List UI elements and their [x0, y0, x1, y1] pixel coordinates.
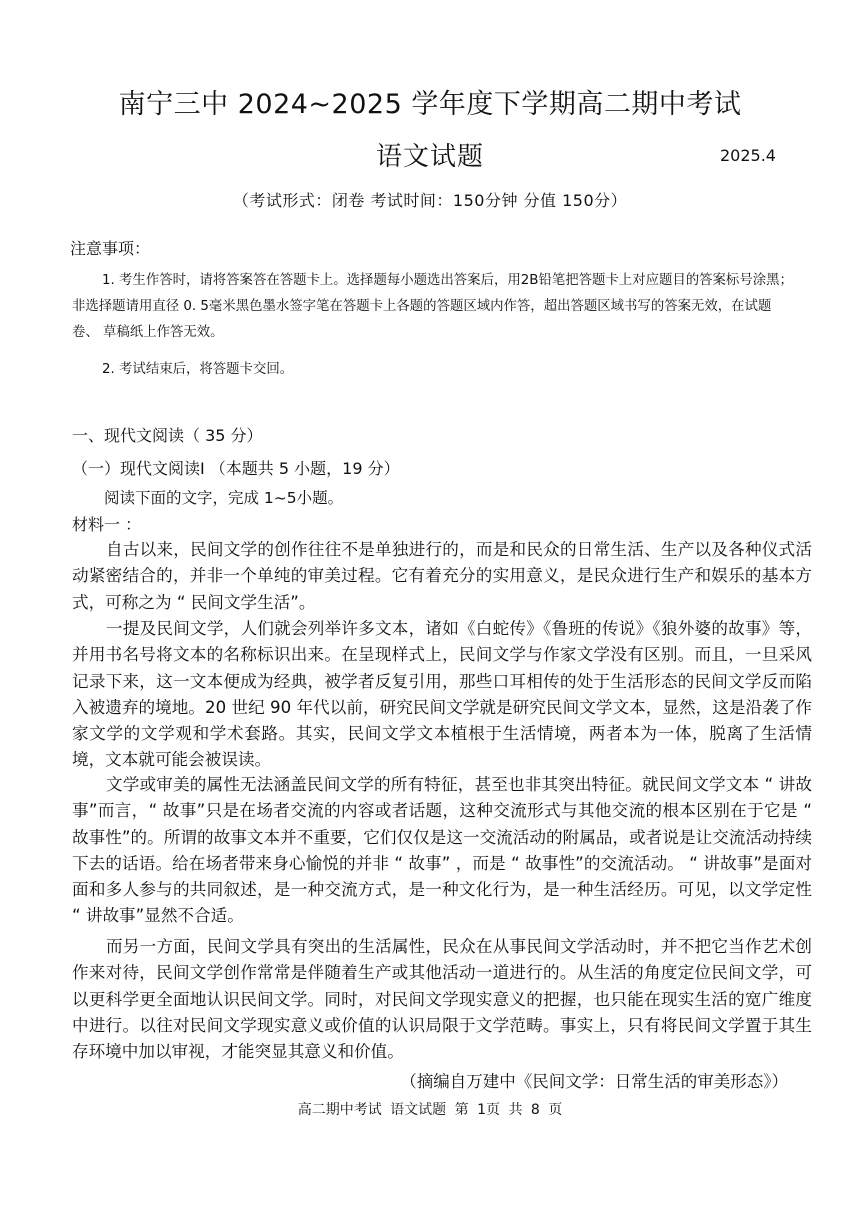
material-label: 材料一 ：	[72, 515, 142, 534]
notice-heading: 注意事项：	[70, 239, 151, 258]
passage-paragraph-1: 自古以来，民间文学的创作往往不是单独进行的，而是和民众的日常生活、生产以及各种仪式活动紧密结合的，并非一个单纯的审美过程。它有着充分的实用意义，是民众进行生产和娱乐的基本方式，可称之为 “ 民间文学生活”。	[72, 540, 812, 612]
passage-paragraph-3: 文学或审美的属性无法涵盖民间文学的所有特征，甚至也非其突出特征。就民间文学文本 “ 讲故事”而言，“ 故事”只是在场者交流的内容或者话题，这种交流形式与其他交流的根本区别在于它是 “ 故事性”的。所谓的故事文本并不重要，它们仅仅是这一交流活动的附属品，或者说是让交流活动持续下去的话语。给在场者带来身心愉悦的并非 “ 故事” ，而是 “ 故事性”的交流活动。 “ 讲故事”是面对面和多人参与的共同叙述，是一种交流方式，是一种文化行为，是一种生活经历。可见，以文学定性 “ 讲故事”显然不合适。	[72, 775, 812, 926]
notice-item-1: 1. 考生作答时，请将答案答在答题卡上。选择题每小题选出答案后，用2B铅笔把答题卡上对应题目的答案标号涂黑；非选择题请用直径 0. 5毫米黑色墨水签字笔在答题卡上各题的答题区域内作答，超出答题区域书写的答案无效，在试题卷、 草稿纸上作答无效。	[72, 273, 793, 340]
section-heading: 一、现代文阅读（ 35 分）	[72, 426, 263, 445]
page-footer: 高二期中考试 语文试题 第 1页 共 8 页	[297, 1102, 563, 1118]
passage-paragraph-4: 而另一方面，民间文学具有突出的生活属性，民众在从事民间文学活动时，并不把它当作艺术创作来对待，民间文学创作常常是伴随着生产或其他活动一道进行的。从生活的角度定位民间文学，可以更科学更全面地认识民间文学。同时，对民间文学现实意义的把握，也只能在现实生活的宽广维度中进行。以往对民间文学现实意义或价值的认识局限于文学范畴。事实上，只有将民间文学置于其生存环境中加以审视，才能突显其意义和价值。	[72, 937, 812, 1062]
exam-info: （考试形式：闭卷 考试时间：150分钟 分值 150分）	[232, 191, 628, 210]
exam-date: 2025.4	[720, 146, 776, 165]
exam-subject: 语文试题	[375, 142, 484, 172]
passage-source: （摘编自万建中《民间文学：日常生活的审美形态》）	[400, 1072, 788, 1091]
passage-paragraph-2: 一提及民间文学，人们就会列举许多文本，诸如《白蛇传》《鲁班的传说》《狼外婆的故事》等，并用书名号将文本的名称标识出来。在呈现样式上，民间文学与作家文学没有区别。而且，一旦采风记录下来，这一文本便成为经典，被学者反复引用，那些口耳相传的处于生活形态的民间文学反而陷入被遗弃的境地。20 世纪 90 年代以前，研究民间文学就是研究民间文学文本，显然，这是沿袭了作家文学的文学观和学术套路。其实，民间文学文本植根于生活情境，两者本为一体，脱离了生活情境，文本就可能会被误读。	[72, 619, 812, 770]
exam-title: 南宁三中 2024~2025 学年度下学期高二期中考试	[118, 89, 742, 120]
subsection-heading: （一）现代文阅读Ⅰ （本题共 5 小题，19 分）	[72, 459, 400, 478]
reading-instruction: 阅读下面的文字，完成 1~5小题。	[104, 489, 344, 507]
notice-item-2: 2. 考试结束后，将答题卡交回。	[102, 362, 294, 377]
